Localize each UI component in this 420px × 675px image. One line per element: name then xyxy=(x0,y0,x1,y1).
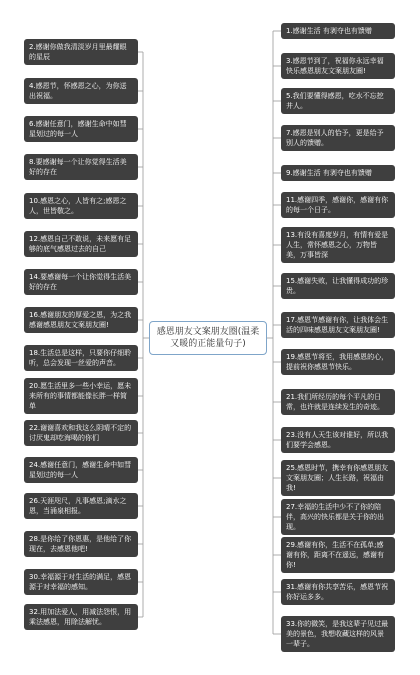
left-branch-node[interactable]: 12.感恩自己不敢说，未来愿有足够的底气感恩过去的自己 xyxy=(24,231,138,257)
right-branch-node[interactable]: 25.感恩时节，携幸有你感恩朋友文案朋友圈；人生长路，祝福由我! xyxy=(281,460,395,496)
left-branch-node[interactable]: 30.幸福源于对生活的满足，感恩源于对幸福的感知。 xyxy=(24,569,138,595)
left-branch-node[interactable]: 10.感恩之心，人皆有之;感恩之人，世皆敬之。 xyxy=(24,193,138,219)
left-branch-node[interactable]: 18.生活总是这样，只要你仔细聆听，总会发现一丝爱的声音。 xyxy=(24,345,138,371)
left-branch-node[interactable]: 16.感谢朋友的厚爱之恩，为之我感谢感恩朋友文案朋友圈! xyxy=(24,307,138,333)
right-branch-node[interactable]: 1.感谢生活 有剥夺也有馈赠 xyxy=(281,23,395,39)
right-branch-node[interactable]: 11.感谢四季，感谢你，感谢有你的每一个日子。 xyxy=(281,192,395,218)
right-branch-node[interactable]: 29.感谢有你，生活不在孤单;感谢有你，距离不在遥远，感谢有你! xyxy=(281,537,395,573)
right-branch-node[interactable]: 23.没有人天生该对谁好，所以我们要学会感恩。 xyxy=(281,427,395,453)
right-branch-node[interactable]: 5.我们要懂得感恩，吃水不忘挖井人。 xyxy=(281,88,395,114)
left-branch-node[interactable]: 26.天涯咫尺，凡事感恩;滴水之恩，当涌泉相报。 xyxy=(24,493,138,519)
left-branch-node[interactable]: 8.要感谢每一个让你觉得生活美好的存在 xyxy=(24,154,138,180)
left-branch-node[interactable]: 32.用加法爱人，用减法怨恨，用乘法感恩，用除法解忧。 xyxy=(24,604,138,630)
left-branch-node[interactable]: 22.谢谢喜欢和我这么阴晴不定的讨厌鬼却吃海喝的你们 xyxy=(24,420,138,446)
left-branch-node[interactable]: 6.感谢任意门，感谢生命中如彗星划过的每一人 xyxy=(24,116,138,142)
central-topic-node[interactable] xyxy=(149,321,267,355)
right-branch-node[interactable]: 15.感谢失败，让我懂得成功的珍贵。 xyxy=(281,273,395,299)
right-branch-node[interactable]: 31.感谢有你共享苦乐，感恩节祝你好运多多。 xyxy=(281,579,395,605)
central-topic-label: 感恩朋友文案朋友圈(温柔又暖的正能量句子) xyxy=(156,327,260,349)
right-branch-node[interactable]: 7.感恩是别人的恰予，更是给予别人的馈赠。 xyxy=(281,125,395,151)
left-branch-node[interactable]: 14.要感谢每一个让你觉得生活美好的存在 xyxy=(24,269,138,295)
right-branch-node[interactable]: 27.幸福的生活中少不了你的陪伴，高兴的快乐都是关于你的出现。 xyxy=(281,499,395,535)
right-branch-node[interactable]: 3.感恩节到了，祝福你永远幸福快乐感恩朋友文案朋友圈! xyxy=(281,53,395,79)
left-branch-node[interactable]: 2.感谢你做我清淡岁月里最耀眼的星辰 xyxy=(24,39,138,65)
right-branch-node[interactable]: 19.感恩节将至，我用感恩的心，提前祝你感恩节快乐。 xyxy=(281,349,395,375)
left-branch-node[interactable]: 4.感恩节，怀感恩之心，为你送出祝福。 xyxy=(24,78,138,104)
left-branch-node[interactable]: 28.是你给了你恩惠，是他给了你现在，去感恩他吧! xyxy=(24,531,138,557)
right-branch-node[interactable]: 13.有没有喜度岁月，有情有爱是人生，常怀感恩之心，万物皆美，万事皆深 xyxy=(281,227,395,263)
left-branch-node[interactable]: 24.感谢任意门，感谢生命中如彗星划过的每一人 xyxy=(24,457,138,483)
right-branch-node[interactable]: 9.感谢生活 有剥夺也有馈赠 xyxy=(281,165,395,181)
left-branch-node[interactable]: 20.愿生活里多一些小幸运，愿未来所有的事情都能像长胖一样简单 xyxy=(24,378,138,414)
right-branch-node[interactable]: 17.感恩节感谢有你，让我体会生活的四味感恩朋友文案朋友圈! xyxy=(281,312,395,338)
right-branch-node[interactable]: 21.我们所经历的每个平凡的日常，也许就是连续发生的奇迹。 xyxy=(281,389,395,415)
right-branch-node[interactable]: 33.你的微笑，是我这辈子见过最美的景色，我想收藏这样的风景一辈子。 xyxy=(281,616,395,652)
